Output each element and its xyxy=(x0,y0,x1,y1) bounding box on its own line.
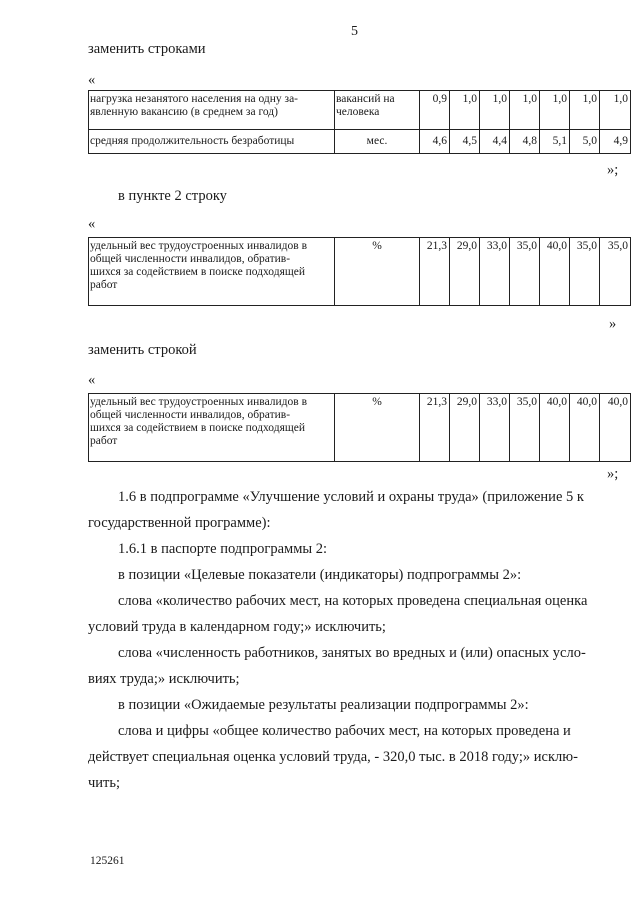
paragraph-1-6-1: 1.6.1 в паспорте подпрограммы 2: xyxy=(118,541,328,557)
paragraph-workplaces-line-2: условий труда в календарном году;» исключить; xyxy=(88,619,386,635)
open-quote-1: « xyxy=(88,72,96,88)
table-row xyxy=(89,394,631,462)
value-cell: 21,3 xyxy=(420,394,450,462)
open-quote-3: « xyxy=(88,372,96,388)
value-cell: 4,9 xyxy=(600,130,631,154)
paragraph-workers-line-1: слова «численность работников, занятых во вредных и (или) опасных усло- xyxy=(118,645,586,661)
value-cell: 40,0 xyxy=(540,394,570,462)
paragraph-total-workplaces-line-3: чить; xyxy=(88,775,121,791)
value-cell: 1,0 xyxy=(570,91,600,130)
value-cell: 33,0 xyxy=(480,394,510,462)
table-replacement-row xyxy=(88,393,631,462)
value-cell: 1,0 xyxy=(480,91,510,130)
value-cell: 33,0 xyxy=(480,238,510,306)
value-cell: 29,0 xyxy=(450,394,480,462)
paragraph-1-6-line-2: государственной программе): xyxy=(88,515,271,531)
indicator-cell: нагрузка незанятого населения на одну за- явленную вакансию (в среднем за год) xyxy=(89,91,335,130)
paragraph-total-workplaces-line-2: действует специальная оценка условий труда, - 320,0 тыс. в 2018 году;» исклю- xyxy=(88,749,578,765)
value-cell: 21,3 xyxy=(420,238,450,306)
value-cell: 35,0 xyxy=(510,394,540,462)
value-cell: 29,0 xyxy=(450,238,480,306)
indicator-cell: удельный вес трудоустроенных инвалидов в общей численности инвалидов, обратив- шихся за содействием в поиске подходящей работ xyxy=(89,238,335,306)
close-quote-1: »; xyxy=(607,162,619,178)
indicator-cell: средняя продолжительность безработицы xyxy=(89,130,335,154)
paragraph-workplaces-line-1: слова «количество рабочих мест, на которых проведена специальная оценка xyxy=(118,593,588,609)
value-cell: 4,8 xyxy=(510,130,540,154)
indicator-cell: удельный вес трудоустроенных инвалидов в общей численности инвалидов, обратив- шихся за содействием в поиске подходящей работ xyxy=(89,394,335,462)
intro-in-point-2: в пункте 2 строку xyxy=(118,188,227,204)
value-cell: 1,0 xyxy=(540,91,570,130)
close-quote-3: »; xyxy=(607,466,619,482)
paragraph-workers-line-2: виях труда;» исключить; xyxy=(88,671,240,687)
table-original-row xyxy=(88,237,631,306)
value-cell: 0,9 xyxy=(420,91,450,130)
paragraph-target-indicators: в позиции «Целевые показатели (индикаторы) подпрограммы 2»: xyxy=(118,567,522,583)
unit-cell: % xyxy=(335,238,420,306)
value-cell: 40,0 xyxy=(570,394,600,462)
intro-replace-rows: заменить строками xyxy=(88,41,206,57)
unit-cell: мес. xyxy=(335,130,420,154)
value-cell: 5,0 xyxy=(570,130,600,154)
open-quote-2: « xyxy=(88,216,96,232)
paragraph-total-workplaces-line-1: слова и цифры «общее количество рабочих мест, на которых проведена и xyxy=(118,723,571,739)
paragraph-1-6-line-1: 1.6 в подпрограмме «Улучшение условий и охраны труда» (приложение 5 к xyxy=(118,489,584,505)
value-cell: 40,0 xyxy=(600,394,631,462)
unit-cell: % xyxy=(335,394,420,462)
table-row xyxy=(89,91,631,130)
table-replacement-rows xyxy=(88,90,631,154)
value-cell: 4,5 xyxy=(450,130,480,154)
close-quote-2: » xyxy=(609,316,617,332)
value-cell: 4,6 xyxy=(420,130,450,154)
value-cell: 4,4 xyxy=(480,130,510,154)
value-cell: 40,0 xyxy=(540,238,570,306)
value-cell: 5,1 xyxy=(540,130,570,154)
value-cell: 1,0 xyxy=(600,91,631,130)
intro-replace-row: заменить строкой xyxy=(88,342,197,358)
unit-cell: вакансий на человека xyxy=(335,91,420,130)
table-row xyxy=(89,130,631,154)
value-cell: 1,0 xyxy=(450,91,480,130)
value-cell: 35,0 xyxy=(510,238,540,306)
page-number: 5 xyxy=(351,24,358,39)
value-cell: 35,0 xyxy=(570,238,600,306)
value-cell: 1,0 xyxy=(510,91,540,130)
paragraph-expected-results: в позиции «Ожидаемые результаты реализации подпрограммы 2»: xyxy=(118,697,529,713)
footer-document-code: 125261 xyxy=(90,855,125,867)
table-row xyxy=(89,238,631,306)
value-cell: 35,0 xyxy=(600,238,631,306)
